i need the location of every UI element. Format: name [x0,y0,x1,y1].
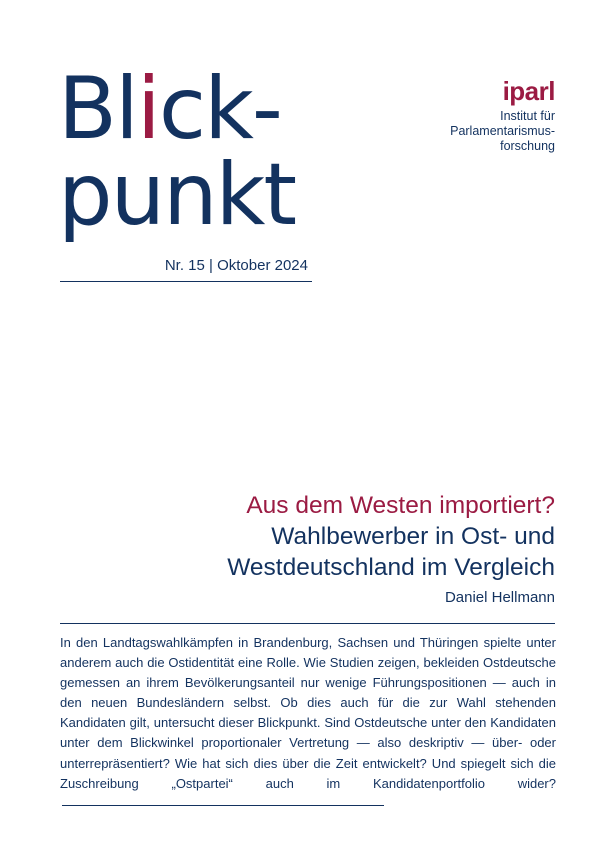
institute-name-line: Parlamentarismus- [450,124,555,138]
masthead-text: ck- [158,59,281,159]
headline-subtitle-line: Wahlbewerber in Ost- und [271,523,555,550]
logo-mark: iparl [502,76,555,106]
closing-rule [62,805,384,806]
headline-title: Aus dem Westen importiert? [246,492,555,519]
institute-name [450,109,555,154]
author-name: Daniel Hellmann [444,589,555,606]
issue-number-date: Nr. 15 | Oktober 2024 [164,257,308,274]
iparl-logo [450,78,555,154]
abstract-text: In den Landtagswahlkämpfen in Brandenburg, Sachsen und Thüringen spielte unter anderem auch die Ostidentität eine Rolle. Wie Studien zeigen, bekleiden Ostdeutsche gemessen an ihrem Bevölkerungsanteil nur wenige Führungspositionen — auch in den neuen Bundesländern selbst. Ob dies auch für die zur Wahl stehenden Kandidaten gilt, untersucht dieser Blickpunkt. Sind Ostdeutsche unter den Kandidaten unter dem Blickwinkel proportionaler Vertretung — also deskriptiv — über- oder unterrepräsentiert? Wie hat sich dies über die Zeit entwickelt? Und spiegelt sich die Zuschreibung „Ostpartei“ auch im Kandidatenportfolio wider? [60,635,556,791]
institute-name-line: forschung [500,139,555,153]
abstract-paragraph [60,633,556,814]
divider-rule [60,623,555,624]
masthead-title-line-2: punkt [58,145,296,245]
divider-rule [60,281,312,282]
masthead-text: Bl [58,59,137,159]
masthead-accent-letter: i [136,59,159,159]
masthead-title-line-1 [58,59,281,159]
headline-subtitle-line: Westdeutschland im Vergleich [227,554,555,581]
institute-name-line: Institut für [500,109,555,123]
article-headline [227,490,555,583]
